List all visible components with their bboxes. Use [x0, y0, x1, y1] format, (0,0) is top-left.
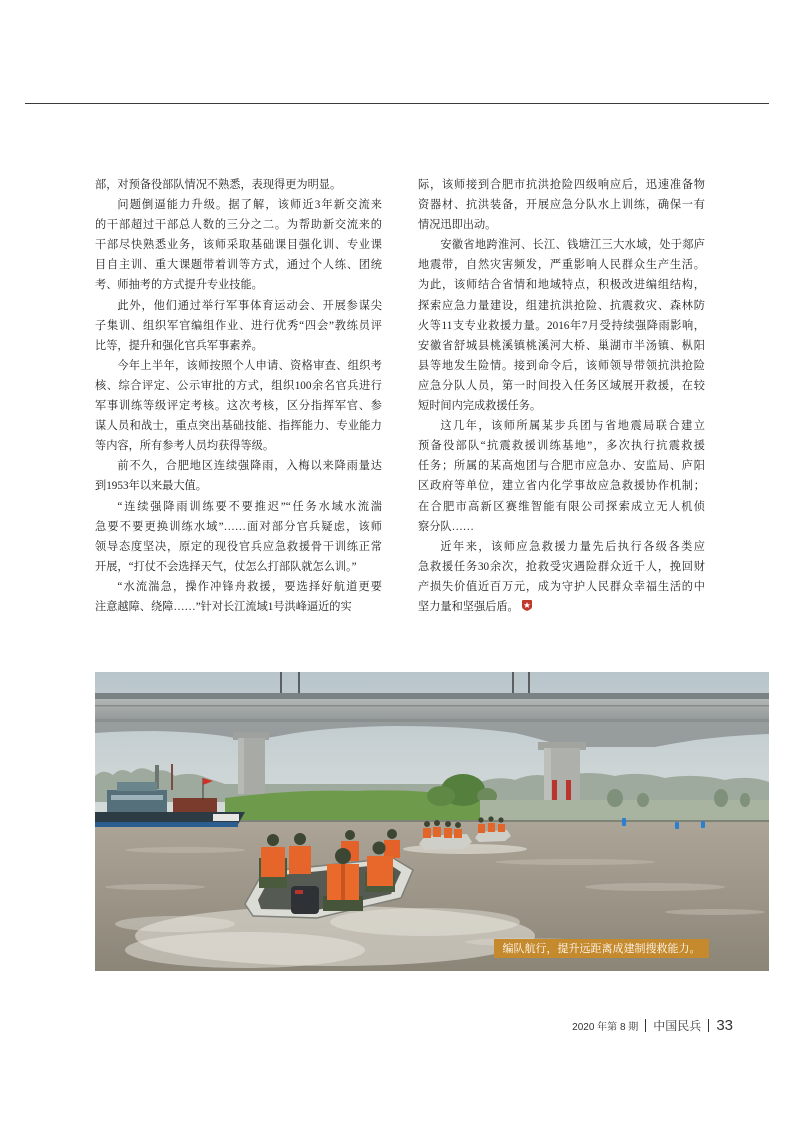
- text-line: 预备役部队“抗震救援训练基地”，多次执行抗震救援: [418, 440, 705, 453]
- text-line: 问题倒逼能力升级。据了解，该师近3年新交流来: [117, 199, 382, 212]
- article-left-column: [95, 175, 382, 617]
- paragraph: [95, 195, 382, 295]
- text-line: 产损失价值近百万元，成为守护人民群众幸福生活的中: [418, 580, 705, 593]
- header-rule: [25, 103, 769, 104]
- text-line: 目自主训、重大课题带着训等方式，通过个人练、团统: [95, 259, 382, 272]
- text-line: 到1953年以来最大值。: [95, 480, 207, 493]
- text-line: 际，该师接到合肥市抗洪抢险四级响应后，迅速准备物: [418, 179, 705, 191]
- magazine-name: 中国民兵: [653, 1018, 702, 1033]
- text-line: “水流湍急，操作冲锋舟救援，要选择好航道更要: [117, 580, 382, 593]
- text-line: 谋人员和战士，重点突出基础技能、指挥能力、专业能力: [95, 420, 382, 433]
- text-line: “连续强降雨训练要不要推迟”“任务水域水流湍: [117, 500, 382, 513]
- text-line: 急要不要更换训练水域”……面对部分官兵疑虑，该师: [95, 520, 382, 533]
- text-line: 干部尽快熟悉业务，该师采取基础课目强化训、专业课: [95, 239, 382, 252]
- text-line: 为此，该师结合省情和地域特点，积极改进编组结构，: [418, 279, 705, 292]
- text-line: 这几年，该师所属某步兵团与省地震局联合建立: [440, 420, 705, 433]
- text-line: 核、综合评定、公示审批的方式，组织100余名官兵进行: [95, 379, 382, 392]
- paragraph: [95, 577, 382, 617]
- text-line: 的干部超过干部总人数的三分之二。为帮助新交流来的: [95, 219, 382, 232]
- footer-separator: [708, 1019, 709, 1032]
- text-line: 短时间内完成救援任务。: [418, 400, 542, 413]
- text-line: 情况迅即出动。: [418, 219, 497, 232]
- end-mark-icon: [522, 598, 532, 609]
- page-number: 33: [716, 1016, 733, 1034]
- photo-image: [95, 672, 769, 971]
- text-line: 开展，“打仗不会选择天气，仗怎么打部队就怎么训。”: [95, 560, 357, 573]
- text-line: 考、师抽考的方式提升专业技能。: [95, 279, 263, 292]
- text-line: 县等地发生险情。接到命令后，该师领导带领抗洪抢险: [418, 359, 705, 372]
- text-line: 军事训练等级评定考核。这次考核，区分指挥军官、参: [95, 400, 382, 413]
- text-line: 应急分队人员，第一时间投入任务区域展开救援，在较: [418, 379, 705, 392]
- paragraph: [95, 497, 382, 577]
- text-line: 领导态度坚决，原定的现役官兵应急救援骨干训练正常: [95, 540, 382, 553]
- issue-label: 2020 年第 8 期: [572, 1021, 639, 1033]
- photo: [95, 672, 769, 971]
- text-line: 在合肥市高新区赛维智能有限公司探索成立无人机侦: [418, 500, 705, 513]
- text-line: 探索应急力量建设，组建抗洪抢险、抗震救灾、森林防: [418, 299, 705, 312]
- paragraph: [95, 356, 382, 456]
- paragraph: [418, 175, 705, 235]
- text-line: 近年来，该师应急救援力量先后执行各级各类应: [440, 540, 705, 553]
- text-line: 部，对预备役部队情况不熟悉，表现得更为明显。: [95, 179, 342, 191]
- text-line: 任务；所属的某高炮团与合肥市应急办、安监局、庐阳: [418, 460, 705, 473]
- text-line: 察分队……: [418, 520, 474, 533]
- paragraph: [418, 235, 705, 416]
- distant-pole: [171, 764, 173, 790]
- paragraph: [418, 537, 705, 617]
- paragraph: [418, 416, 705, 537]
- photo-caption: 编队航行，提升远距离成建制搜救能力。: [494, 939, 709, 958]
- text-line: 坚力量和坚强后盾。: [418, 597, 705, 617]
- paragraph: [95, 456, 382, 496]
- footer: [572, 1015, 733, 1035]
- paragraph: [95, 296, 382, 356]
- bridge-pier-left: [233, 732, 269, 794]
- text-line: 子集训、组织军官编组作业、进行优秀“四会”教练员评: [95, 319, 382, 332]
- text-line: 地震带，自然灾害频发，严重影响人民群众生产生活。: [418, 259, 705, 272]
- text-line: 注意越障、绕障……”针对长江流域1号洪峰逼近的实: [95, 600, 352, 613]
- text-line: 比等，提升和强化官兵军事素养。: [95, 339, 263, 352]
- footer-separator: [645, 1019, 646, 1032]
- text-line: 等内容，所有参考人员均获得等级。: [95, 440, 275, 453]
- text-line: 前不久，合肥地区连续强降雨，入梅以来降雨量达: [117, 460, 382, 473]
- text-line: 急救援任务30余次，抢救受灾遇险群众近千人，挽回财: [418, 560, 705, 573]
- paragraph: [95, 175, 382, 195]
- text-line: 资器材、抗洪装备，开展应急分队水上训练，确保一有: [418, 199, 705, 212]
- text-line: 火等11支专业救援力量。2016年7月受持续强降雨影响，: [418, 319, 705, 332]
- text-line: 此外，他们通过举行军事体育运动会、开展参谋尖: [117, 299, 382, 312]
- text-line: 今年上半年，该师按照个人申请、资格审查、组织考: [117, 359, 382, 372]
- text-line: 安徽省舒城县桃溪镇桃溪河大桥、巢湖市半汤镇、枞阳: [418, 339, 705, 352]
- text-line: 区政府等单位，建立省内化学事故应急救援协作机制；: [418, 480, 705, 493]
- text-line: 安徽省地跨淮河、长江、钱塘江三大水域，处于郯庐: [440, 239, 705, 252]
- article-right-column: [418, 175, 705, 617]
